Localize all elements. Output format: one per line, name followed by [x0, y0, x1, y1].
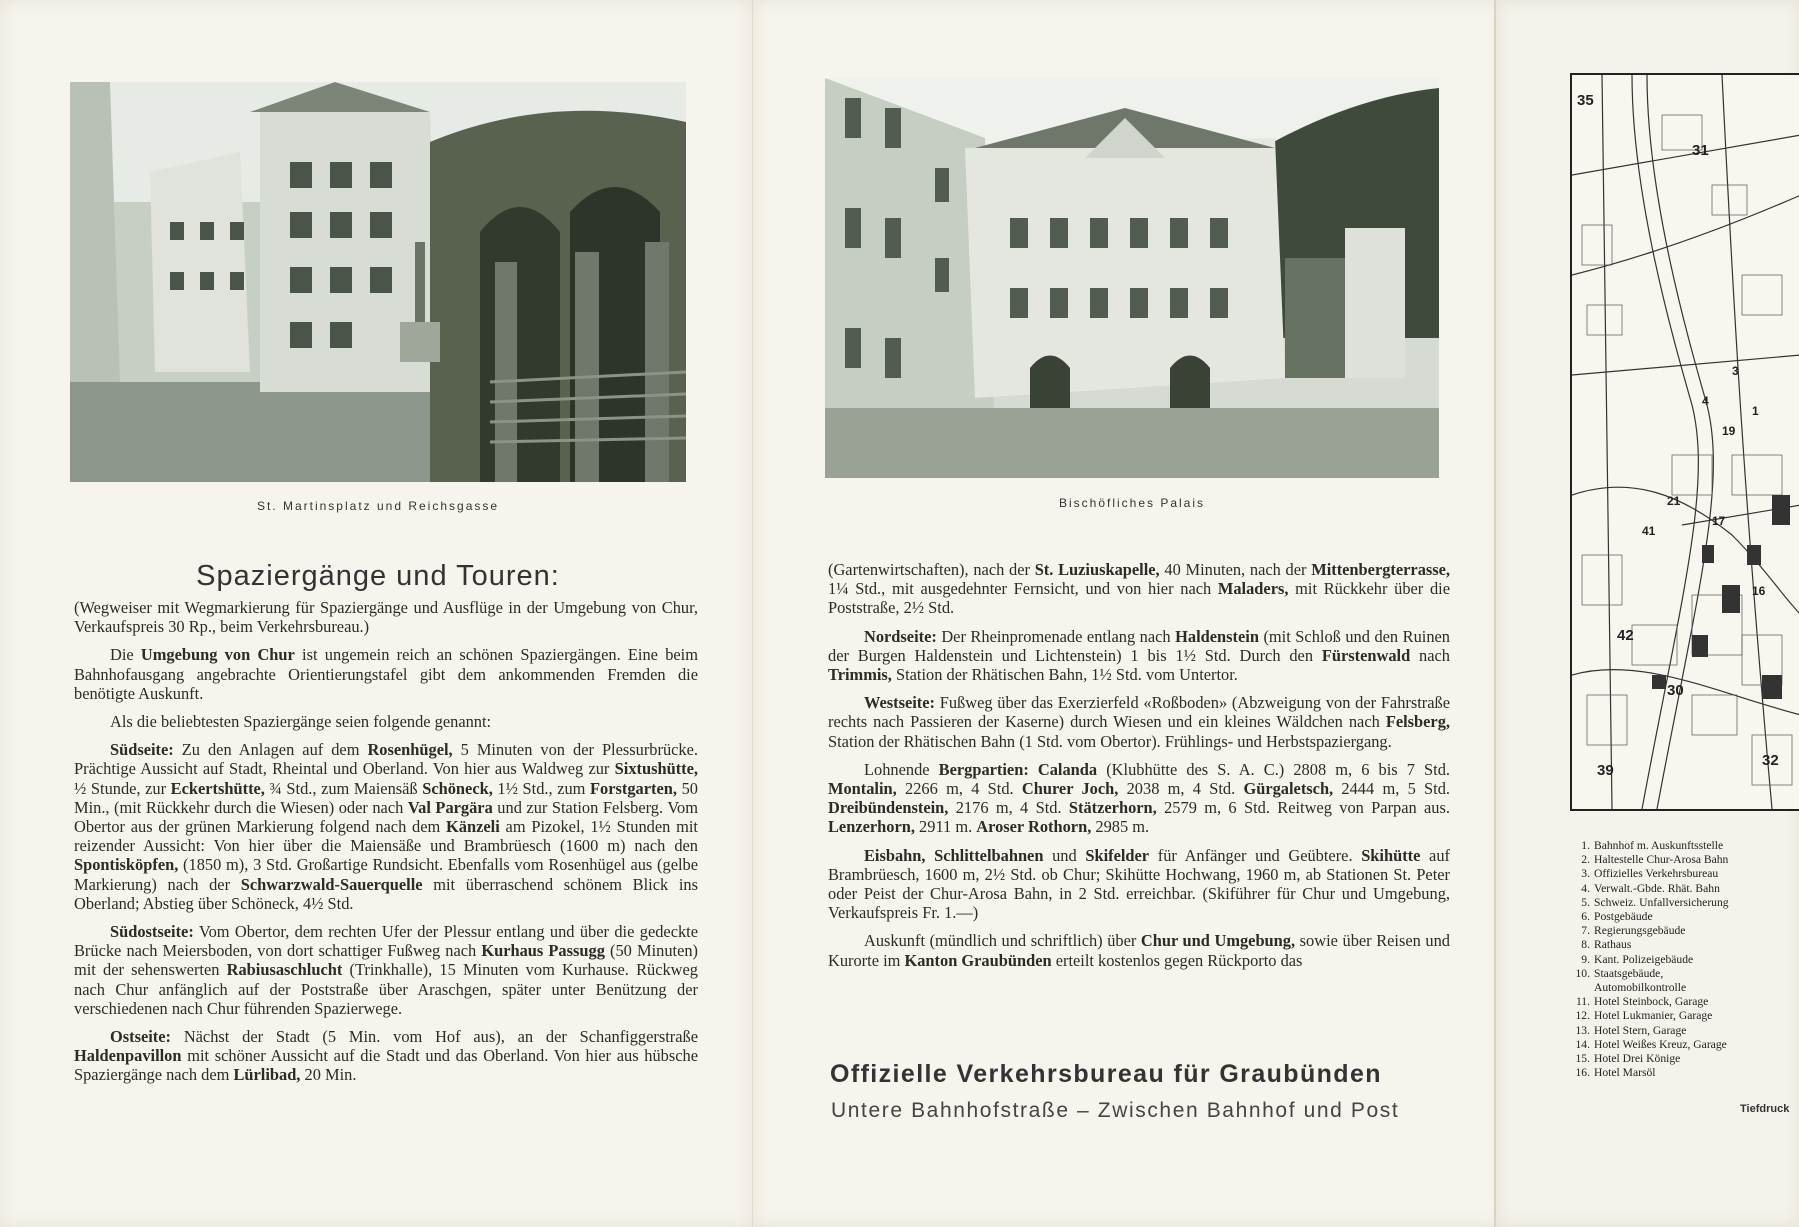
- legend-number: 5.: [1581, 895, 1590, 909]
- legend-number: 11.: [1575, 995, 1590, 1009]
- legend-number: 3.: [1581, 867, 1590, 881]
- map-legend: [1570, 839, 1799, 1080]
- legend-text: Hotel Steinbock, Garage: [1594, 995, 1709, 1009]
- legend-text: Hotel Marsöl: [1594, 1066, 1656, 1080]
- legend-text: Offizielles Verkehrsbureau: [1594, 867, 1719, 881]
- legend-number: 12.: [1575, 1009, 1590, 1023]
- legend-number: 13.: [1575, 1023, 1590, 1037]
- legend-text: Schweiz. Unfallversicherung: [1594, 895, 1729, 909]
- map-label-19: 19: [1722, 424, 1736, 438]
- legend-text: Verwalt.-Gbde. Rhät. Bahn: [1594, 881, 1720, 895]
- map-label-30: 30: [1667, 682, 1684, 699]
- legend-text: Kant. Polizeigebäude: [1594, 952, 1694, 966]
- paragraph: Südostseite: Vom Obertor, dem rechten Ufer der Plessur entlang und über die gedeckte Brücke nach Meiersboden, von dort schattiger Fußweg nach Kurhaus Passugg (50 Minuten) mit der sehenswerten Rabiusaschlucht (Trinkhalle), 15 Minuten vom Kurhause. Rückweg nach Chur anfänglich auf der Poststraße über Araschgen, später unter Benützung der verschiedenen nach Chur führenden Spazierwege.: [74, 922, 698, 1018]
- legend-row: [1570, 953, 1799, 967]
- legend-number: 14.: [1575, 1037, 1590, 1051]
- legend-number: 15.: [1575, 1052, 1590, 1066]
- paragraph: Ostseite: Nächst der Stadt (5 Min. vom Hof aus), an der Schanfiggerstraße Haldenpavillon mit schöner Aussicht auf die Stadt und das Oberland. Von hier aus hübsche Spaziergänge nach dem Lürlibad, 20 Min.: [74, 1027, 698, 1085]
- legend-row: [1570, 896, 1799, 910]
- map-label-39: 39: [1597, 762, 1614, 779]
- legend-row: [1570, 995, 1799, 1009]
- legend-row: [1570, 882, 1799, 896]
- legend-text: Automobilkontrolle: [1594, 981, 1687, 995]
- paragraph: (Gartenwirtschaften), nach der St. Luziuskapelle, 40 Minuten, nach der Mittenbergterrasse, 1¼ Std., mit ausgedehnter Fernsicht, und von hier nach Maladers, mit Rückkehr über die Poststraße, 2½ Std.: [828, 560, 1451, 618]
- map-label-41: 41: [1642, 524, 1656, 538]
- printer-mark: Tiefdruck: [1740, 1103, 1790, 1115]
- city-map: [1570, 73, 1799, 811]
- map-label-31: 31: [1692, 142, 1709, 159]
- paragraph: Eisbahn, Schlittelbahnen und Skifelder für Anfänger und Geübtere. Skihütte auf Brambrüesch, 1600 m, 2½ Std. ob Chur; Skihütte Hochwang, 1960 m, ab Stationen St. Peter oder Peist der Chur-Arosa Bahn, in 2 Std. erreichbar. (Skiführer für Chur und Umgebung, Verkaufspreis Fr. 1.—): [828, 845, 1450, 923]
- paragraph: (Wegweiser mit Wegmarkierung für Spaziergänge und Ausflüge in der Umgebung von Chur, Verkaufspreis 30 Rp., beim Verkehrsbureau.): [74, 598, 698, 637]
- left-panel: [0, 0, 752, 1227]
- legend-row: [1570, 839, 1799, 853]
- legend-row: [1570, 967, 1799, 981]
- map-label-42: 42: [1617, 627, 1634, 644]
- photo-bischoefliches-palais-image: [825, 78, 1439, 478]
- map-label-21: 21: [1667, 494, 1681, 508]
- legend-text: Haltestelle Chur-Arosa Bahn: [1594, 853, 1729, 867]
- middle-panel: [752, 0, 1505, 1227]
- photo-bischoefliches-palais: [825, 78, 1439, 478]
- city-map-drawing: [1572, 75, 1799, 809]
- legend-text: Bahnhof m. Auskunftsstelle: [1594, 839, 1724, 852]
- map-label-35: 35: [1577, 92, 1594, 109]
- legend-text: Hotel Weißes Kreuz, Garage: [1594, 1037, 1727, 1051]
- legend-row: [1570, 981, 1799, 995]
- legend-number: 10.: [1575, 966, 1590, 980]
- legend-row: [1570, 1052, 1799, 1066]
- footer-subtitle: Untere Bahnhofstraße – Zwischen Bahnhof und Post: [831, 1099, 1400, 1122]
- legend-number: 16.: [1575, 1066, 1590, 1080]
- legend-row: [1570, 1066, 1799, 1080]
- paragraph: Lohnende Bergpartien: Calanda (Klubhütte des S. A. C.) 2808 m, 6 bis 7 Std. Montalin, 2266 m, 4 Std. Churer Joch, 2038 m, 4 Std. Gürgaletsch, 2444 m, 5 Std. Dreibündenstein, 2176 m, 4 Std. Stätzerhorn, 2579 m, 6 Std. Reitweg von Parpan aus. Lenzerhorn, 2911 m. Aroser Rothorn, 2985 m.: [828, 759, 1451, 837]
- legend-row: [1570, 910, 1799, 924]
- map-label-16: 16: [1752, 584, 1766, 598]
- legend-number: 1.: [1581, 839, 1590, 852]
- photo-caption-left: St. Martinsplatz und Reichsgasse: [256, 499, 500, 513]
- middle-text-block: [828, 560, 1450, 979]
- legend-number: 2.: [1581, 853, 1590, 867]
- legend-row: [1570, 1009, 1799, 1023]
- legend-number: 4.: [1581, 881, 1590, 895]
- legend-row: [1570, 867, 1799, 881]
- map-label-4: 4: [1702, 394, 1709, 408]
- paragraph: Als die beliebtesten Spaziergänge seien folgende genannt:: [110, 712, 492, 732]
- legend-row: [1570, 1038, 1799, 1052]
- paragraph: Nordseite: Der Rheinpromenade entlang nach Haldenstein (mit Schloß und den Ruinen der Burgen Haldenstein und Lichtenstein) 1 bis 1½ Std. Durch den Fürstenwald nach Trimmis, Station der Rhätischen Bahn, 1½ Std. vom Untertor.: [828, 626, 1450, 685]
- section-title: Spaziergänge und Touren:: [196, 560, 560, 592]
- photo-caption-middle: Bischöfliches Palais: [1058, 496, 1206, 510]
- legend-text: Hotel Drei Könige: [1594, 1052, 1681, 1066]
- legend-row: [1570, 853, 1799, 867]
- map-label-1: 1: [1752, 404, 1759, 418]
- left-text-block: [74, 598, 698, 1094]
- legend-text: Rathaus: [1594, 938, 1632, 952]
- legend-row: [1570, 1024, 1799, 1038]
- paragraph: Die Umgebung von Chur ist ungemein reich an schönen Spaziergängen. Eine beim Bahnhofausgang angebrachte Orientierungstafel gibt dem ankommenden Fremden die benötigte Auskunft.: [74, 645, 698, 703]
- paragraph: Südseite: Zu den Anlagen auf dem Rosenhügel, 5 Minuten von der Plessurbrücke. Prächtige Aussicht auf Stadt, Rheintal und Oberland. Von hier aus Waldweg zur Sixtushütte, ½ Stunde, zur Eckertshütte, ¾ Std., zum Maiensäß Schöneck, 1½ Std., zum Forstgarten, 50 Min., (mit Rückkehr durch die Wiesen) oder nach Val Pargära und zur Station Felsberg. Vom Obertor aus der grünen Markierung folgend nach dem Känzeli am Pizokel, 1½ Stunden mit reizender Aussicht: Von hier über die Maiensäße und Brambrüesch (1600 m) nach den Spontisköpfen, (1850 m), 3 Std. Großartige Rundsicht. Ebenfalls vom Rosenhügel aus (gelbe Markierung) nach der Schwarzwald-Sauerquelle mit überraschend schönem Blick ins Oberland; Abstieg über Schöneck, 4½ Std.: [74, 740, 698, 913]
- legend-row: [1570, 938, 1799, 952]
- legend-number: [1570, 981, 1590, 995]
- legend-row: [1570, 924, 1799, 938]
- map-label-3: 3: [1732, 364, 1739, 378]
- legend-text: Staatsgebäude,: [1594, 966, 1664, 980]
- photo-st-martinsplatz-image: [70, 82, 686, 482]
- legend-number: 6.: [1581, 910, 1590, 924]
- legend-text: Hotel Stern, Garage: [1594, 1023, 1687, 1037]
- legend-number: 9.: [1581, 952, 1590, 966]
- footer-title: Offizielle Verkehrsbureau für Graubünden: [830, 1060, 1382, 1088]
- legend-text: Postgebäude: [1594, 910, 1653, 924]
- legend-number: 7.: [1581, 924, 1590, 938]
- paragraph: Westseite: Fußweg über das Exerzierfeld «Roßboden» (Abzweigung von der Fahrstraße rechts nach Passieren der Kaserne) durch Wiesen und ein kleines Wäldchen nach Felsberg, Station der Rhätischen Bahn (1 Std. vom Obertor). Frühlings- und Herbstspaziergang.: [828, 693, 1450, 751]
- map-label-17: 17: [1712, 514, 1726, 528]
- legend-text: Regierungsgebäude: [1594, 924, 1686, 938]
- legend-number: 8.: [1581, 938, 1590, 952]
- legend-text: Hotel Lukmanier, Garage: [1594, 1009, 1713, 1023]
- photo-st-martinsplatz: [70, 82, 686, 482]
- map-label-32: 32: [1762, 752, 1779, 769]
- paragraph: Auskunft (mündlich und schriftlich) über Chur und Umgebung, sowie über Reisen und Kurorte im Kanton Graubünden erteilt kostenlos gegen Rückporto das: [828, 931, 1450, 970]
